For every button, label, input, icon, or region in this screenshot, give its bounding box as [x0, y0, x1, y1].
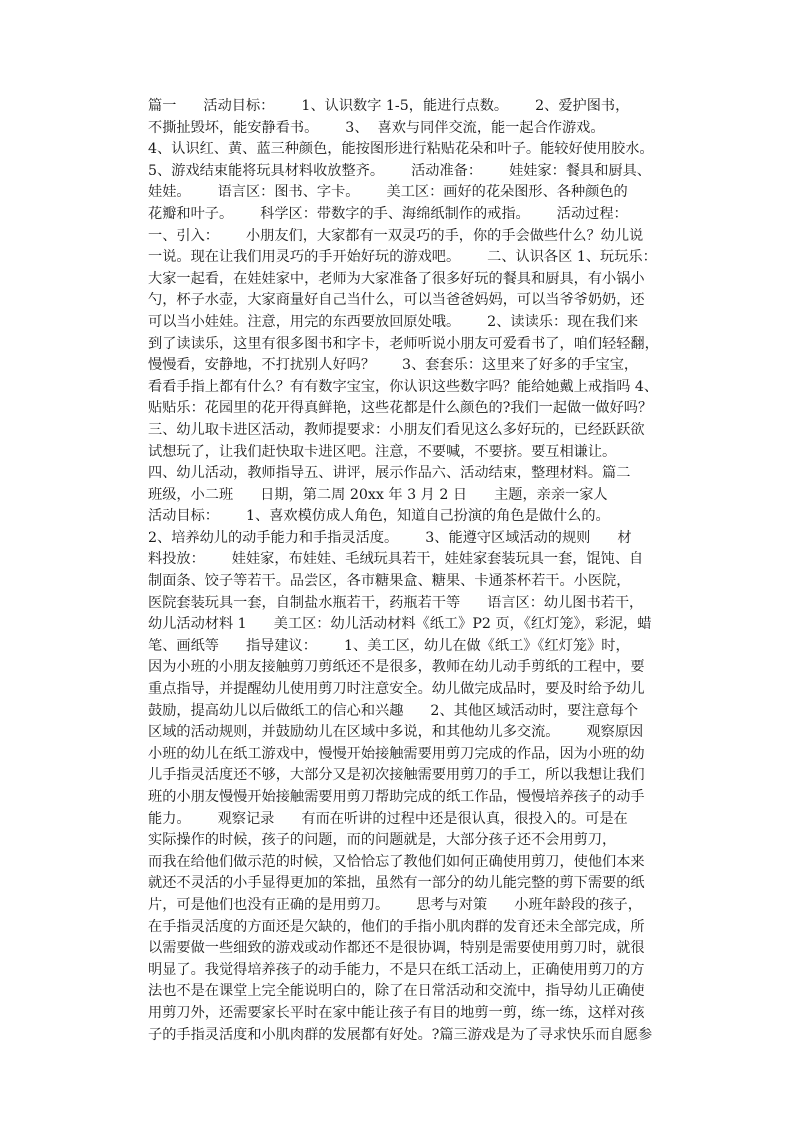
- text-line: 到了读读乐，这里有很多图书和字卡，老师听说小朋友可爱看书了，咱们轻轻翻，: [148, 335, 659, 352]
- text-line: 能力。 观察记录 有而在听讲的过程中还是很认真，很投入的。可是在: [148, 810, 628, 827]
- text-line: 花瓣和叶子。 科学区：带数字的手、海绵纸制作的戒指。 活动过程：: [148, 205, 628, 222]
- text-line: 不撕扯毁坏，能安静看书。 3、 喜欢与同伴交流，能一起合作游戏。: [148, 119, 605, 136]
- text-line: 5、游戏结束能将玩具材料收放整齐。 活动准备： 娃娃家：餐具和厨具、: [148, 162, 651, 179]
- text-line: 医院套装玩具一套，自制盐水瓶若干，药瓶若干等 语言区：幼儿图书若干，: [148, 594, 644, 611]
- text-line: 儿手指灵活度还不够，大部分又是初次接触需要用剪刀的手工，所以我想让我们: [148, 767, 645, 784]
- text-line: 班的小朋友慢慢开始接触需要用剪刀帮助完成的纸工作品，慢慢培养孩子的动手: [148, 789, 645, 805]
- text-line: 三、幼儿取卡进区活动，教师提要求：小朋友们看见这么多好玩的，已经跃跃欲: [148, 421, 645, 438]
- text-line: 以需要做一些细致的游戏或动作都还不是很协调，特别是需要使用剪刀时，就很: [148, 940, 645, 957]
- text-line: 制面条、饺子等若干。品尝区，各市糖果盒、糖果、卡通茶杯若干。小医院，: [148, 573, 631, 590]
- text-line: 勺，杯子水壶，大家商量好自己当什么，可以当爸爸妈妈，可以当爷爷奶奶，还: [148, 292, 645, 309]
- text-line: 在手指灵活度的方面还是欠缺的，他们的手指小肌肉群的发育还未全部完成，所: [148, 918, 645, 935]
- text-line: 活动目标： 1、喜欢模仿成人角色，知道自己扮演的角色是做什么的。: [148, 508, 610, 525]
- text-line: 鼓励，提高幼儿以后做纸工的信心和兴趣 2、其他区域活动时，要注意每个: [148, 702, 639, 719]
- text-line: 重点指导，并提醒幼儿使用剪刀时注意安全。幼儿做完成品时，要及时给予幼儿: [148, 681, 645, 698]
- text-line: 实际操作的时候，孩子的问题，而的问题就是，大部分孩子还不会用剪刀，: [148, 832, 617, 849]
- text-line: 子的手指灵活度和小肌肉群的发展都有好处。?篇三游戏是为了寻求快乐而自愿参: [148, 1026, 653, 1043]
- text-line: 贴贴乐：花园里的花开得真鲜艳，这些花都是什么颜色的?我们一起做一做好吗？: [148, 400, 653, 417]
- text-line: 娃娃。 语言区：图书、字卡。 美工区：画好的花朵图形、各种颜色的: [148, 184, 628, 201]
- text-line: 而我在给他们做示范的时候，又恰恰忘了教他们如何正确使用剪刀，使他们本来: [148, 853, 645, 870]
- text-line: 篇一 活动目标： 1、认识数字 1-5，能进行点数。 2、爱护图书，: [148, 98, 630, 114]
- text-line: 试想玩了，让我们赶快取卡进区吧。注意，不要喊，不要挤。要互相谦让。: [148, 443, 617, 460]
- text-line: 片，可是他们也没有正确的是用剪刀。 思考与对策 小班年龄段的孩子，: [148, 896, 642, 913]
- text-line: 明显了。我觉得培养孩子的动手能力，不是只在纸工活动上，正确使用剪刀的方: [148, 961, 645, 978]
- text-line: 料投放： 娃娃家，布娃娃、毛绒玩具若干，娃娃家套装玩具一套，馄饨、自: [148, 551, 644, 568]
- text-line: 法也不是在课堂上完全能说明白的，除了在日常活动和交流中，指导幼儿正确使: [148, 983, 645, 1000]
- text-line: 班级，小二班 日期，第二周 20xx 年 3 月 2 日 主题，亲亲一家人: [148, 486, 608, 503]
- document-body: [148, 96, 668, 1046]
- text-line: 一、引入： 小朋友们，大家都有一双灵巧的手，你的手会做些什么？幼儿说: [148, 227, 644, 244]
- text-line: 可以当小娃娃。注意，用完的东西要放回原处哦。 2、读读乐：现在我们来: [148, 313, 639, 330]
- text-line: 区域的活动规则，并鼓励幼儿在区域中多说，和其他幼儿多交流。 观察原因: [148, 724, 644, 741]
- text-line: 小班的幼儿在纸工游戏中，慢慢开始接触需要用剪刀完成的作品，因为小班的幼: [148, 745, 645, 762]
- text-line: 用剪刀外，还需要家长平时在家中能让孩子有目的地剪一剪，练一练，这样对孩: [148, 1004, 645, 1021]
- text-line: 大家一起看，在娃娃家中，老师为大家准备了很多好玩的餐具和厨具，有小锅小: [148, 270, 645, 287]
- text-line: 看看手指上都有什么？有有数字宝宝，你认识这些数字吗？能给她戴上戒指吗 4、: [148, 378, 659, 395]
- text-line: 一说。现在让我们用灵巧的手开始好玩的游戏吧。 二、认识各区 1、玩玩乐：: [148, 249, 657, 266]
- text-line: 四、幼儿活动，教师指导五、讲评，展示作品六、活动结束，整理材料。篇二: [148, 465, 631, 482]
- text-line: 幼儿活动材料 1 美工区：幼儿活动材料《纸工》P2 页，《红灯笼》，彩泥，蜡: [148, 616, 652, 633]
- text-line: 就还不灵活的小手显得更加的笨拙，虽然有一部分的幼儿能完整的剪下需要的纸: [148, 875, 645, 892]
- text-line: 慢慢看，安静地，不打扰别人好吗？ 3、套套乐：这里来了好多的手宝宝，: [148, 357, 639, 374]
- text-line: 因为小班的小朋友接触剪刀剪纸还不是很多，教师在幼儿动手剪纸的工程中，要: [148, 659, 645, 676]
- text-line: 4、认识红、黄、蓝三种颜色，能按图形进行粘贴花朵和叶子。能较好使用胶水。: [148, 141, 654, 158]
- text-line: 2、培养幼儿的动手能力和手指灵活度。 3、能遵守区域活动的规则 材: [148, 529, 632, 546]
- text-line: 笔、画纸等 指导建议： 1、美工区，幼儿在做《纸工》《红灯笼》时，: [148, 637, 630, 654]
